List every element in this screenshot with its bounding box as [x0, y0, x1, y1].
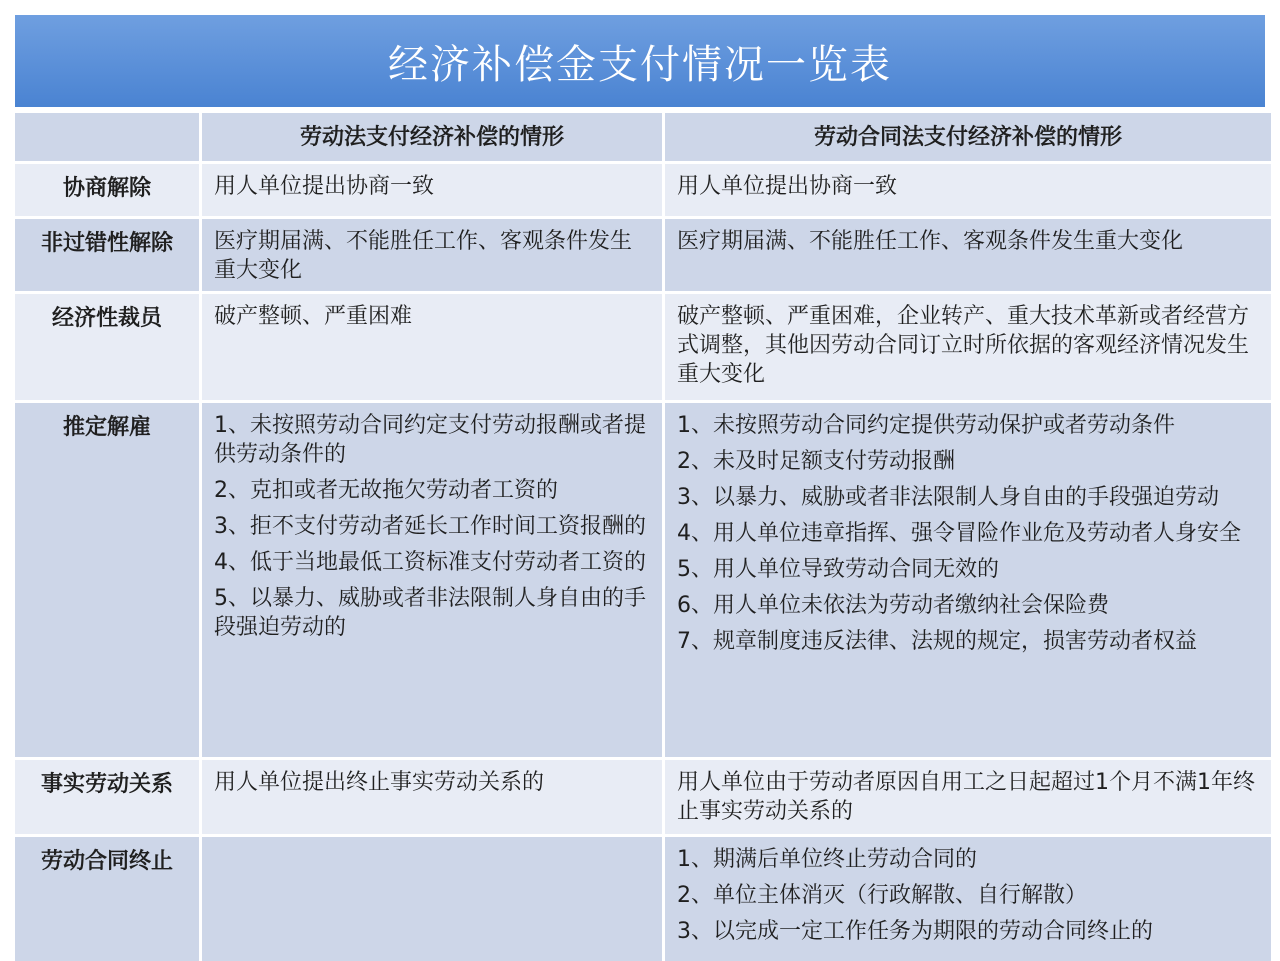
cell-text: 医疗期届满、不能胜任工作、客观条件发生重大变化	[677, 229, 1184, 254]
labor-law-cell	[202, 294, 662, 400]
list-item: 2、单位主体消灭（行政解散、自行解散）	[677, 883, 1087, 908]
list-item: 1、未按照劳动合同约定提供劳动保护或者劳动条件	[677, 413, 1175, 438]
labor-contract-law-cell	[665, 164, 1271, 216]
cell-text: 破产整顿、严重困难，企业转产、重大技术革新或者经营方式调整，其他因劳动合同订立时所依据的客观经济情况发生重大变化	[677, 304, 1250, 387]
row-label-constructive-dismissal: 推定解雇	[15, 403, 199, 757]
list-item: 6、用人单位未依法为劳动者缴纳社会保险费	[677, 593, 1109, 618]
list-item: 5、用人单位导致劳动合同无效的	[677, 557, 999, 582]
labor-contract-law-cell	[665, 760, 1271, 834]
header-labor-contract-law: 劳动合同法支付经济补偿的情形	[665, 113, 1271, 161]
list-item: 3、拒不支付劳动者延长工作时间工资报酬的	[214, 514, 646, 539]
labor-contract-law-cell	[665, 837, 1271, 961]
row-label-contract-termination: 劳动合同终止	[15, 837, 199, 961]
cell-text: 医疗期届满、不能胜任工作、客观条件发生重大变化	[214, 229, 633, 283]
row-label-de-facto-labor-relation: 事实劳动关系	[15, 760, 199, 834]
list-item: 1、未按照劳动合同约定支付劳动报酬或者提供劳动条件的	[214, 413, 646, 467]
list-item: 3、以完成一定工作任务为期限的劳动合同终止的	[677, 919, 1153, 944]
list-item: 2、未及时足额支付劳动报酬	[677, 449, 955, 474]
header-labor-law: 劳动法支付经济补偿的情形	[202, 113, 662, 161]
list-item: 7、规章制度违反法律、法规的规定，损害劳动者权益	[677, 629, 1197, 654]
list-item: 3、以暴力、威胁或者非法限制人身自由的手段强迫劳动	[677, 485, 1219, 510]
row-label-negotiated-termination: 协商解除	[15, 164, 199, 216]
labor-contract-law-cell	[665, 403, 1271, 757]
labor-law-cell	[202, 403, 662, 757]
cell-text: 用人单位提出终止事实劳动关系的	[214, 770, 545, 795]
labor-law-cell	[202, 219, 662, 291]
table-title: 经济补偿金支付情况一览表	[15, 15, 1265, 107]
compensation-summary-sheet	[15, 15, 1265, 945]
cell-text: 用人单位提出协商一致	[677, 174, 898, 199]
list-item: 1、期满后单位终止劳动合同的	[677, 847, 977, 872]
header-corner-cell	[15, 113, 199, 161]
labor-law-cell	[202, 164, 662, 216]
list-item: 2、克扣或者无故拖欠劳动者工资的	[214, 478, 558, 503]
list-item: 4、低于当地最低工资标准支付劳动者工资的	[214, 550, 646, 575]
labor-contract-law-cell	[665, 294, 1271, 400]
cell-text: 用人单位由于劳动者原因自用工之日起超过1个月不满1年终止事实劳动关系的	[677, 770, 1255, 824]
labor-contract-law-cell	[665, 219, 1271, 291]
labor-law-cell-empty	[202, 837, 662, 961]
list-item: 4、用人单位违章指挥、强令冒险作业危及劳动者人身安全	[677, 521, 1241, 546]
cell-text: 用人单位提出协商一致	[214, 174, 435, 199]
list-item: 5、以暴力、威胁或者非法限制人身自由的手段强迫劳动的	[214, 586, 646, 640]
row-label-non-fault-dismissal: 非过错性解除	[15, 219, 199, 291]
labor-law-cell	[202, 760, 662, 834]
compensation-table	[15, 113, 1265, 943]
row-label-economic-layoff: 经济性裁员	[15, 294, 199, 400]
cell-text: 破产整顿、严重困难	[214, 304, 413, 329]
